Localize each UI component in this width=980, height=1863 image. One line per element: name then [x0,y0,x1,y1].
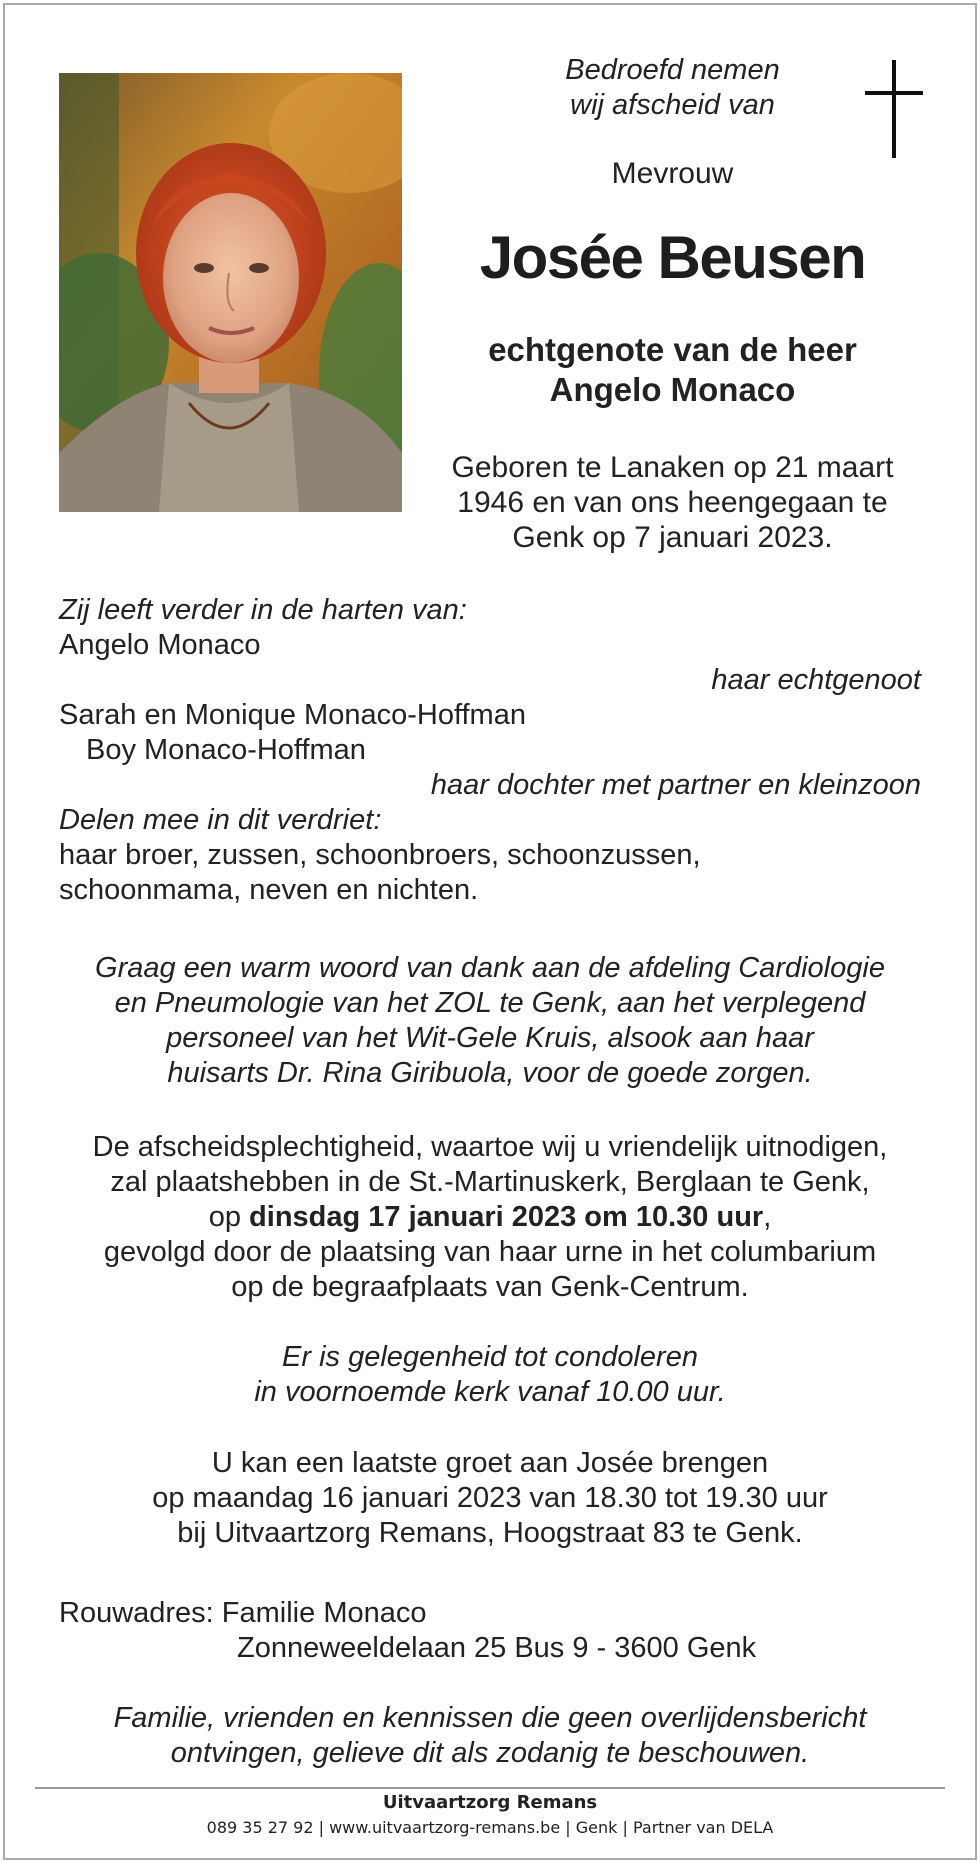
visit-line: U kan een laatste groet aan Josée brengen [211,1447,769,1479]
share-intro: Delen mee in dit verdriet: [59,804,382,836]
intro-line: wij afscheid van [570,89,775,121]
ceremony-line: op de begraafplaats van Genk-Centrum. [231,1271,749,1303]
family-intro: Zij leeft verder in de harten van: [59,594,467,626]
deceased-name: Josée Beusen [479,224,866,291]
condolence-text [40,1340,940,1410]
grandson-name: Boy Monaco-Hoffman [86,734,366,766]
relatives-line: haar broer, zussen, schoonbroers, schoonzussen, [59,839,701,871]
spouse-line: Angelo Monaco [549,371,796,408]
closing-text [40,1701,940,1771]
daughter-role: haar dochter met partner en kleinzoon [430,769,921,801]
birth-line: Geboren te Lanaken op 21 maart [451,451,894,484]
condolence-line: Er is gelegenheid tot condoleren [282,1341,698,1373]
daughter-names: Sarah en Monique Monaco-Hoffman [59,699,526,731]
condolence-line: in voornoemde kerk vanaf 10.00 uur. [254,1376,726,1408]
visit-line: bij Uitvaartzorg Remans, Hoogstraat 83 te Genk. [177,1517,803,1549]
spouse-name: Angelo Monaco [59,629,261,661]
honorific: Mevrouw [611,157,734,190]
relatives-list [59,838,929,908]
footer-company: Uitvaartzorg Remans [382,1792,598,1813]
birth-line: Genk op 7 januari 2023. [512,521,833,554]
relatives-line: schoonmama, neven en nichten. [59,874,479,906]
visit-text [40,1446,940,1551]
ceremony-line: De afscheidsplechtigheid, waartoe wij u vriendelijk uitnodigen, [92,1131,888,1163]
ceremony-text [40,1130,940,1305]
intro-line: Bedroefd nemen [565,54,780,86]
mourning-address-street: Zonneweeldelaan 25 Bus 9 - 3600 Genk [237,1632,757,1664]
thanks-text [40,951,940,1091]
closing-line: Familie, vrienden en kennissen die geen overlijdensbericht [113,1702,867,1734]
ceremony-date-prefix: op [208,1201,250,1233]
thanks-line: personeel van het Wit-Gele Kruis, alsook aan haar [166,1022,814,1054]
birth-death-info [430,450,915,555]
intro-text [440,53,905,123]
spouse-role: haar echtgenoot [711,664,921,696]
thanks-line: en Pneumologie van het ZOL te Genk, aan het verplegend [114,987,866,1019]
birth-line: 1946 en van ons heengegaan te [457,486,888,519]
thanks-line: Graag een warm woord van dank aan de afdeling Cardiologie [95,952,885,984]
mourning-address-label: Rouwadres: Familie Monaco [59,1597,427,1629]
visit-line: op maandag 16 januari 2023 van 18.30 tot 19.30 uur [152,1482,828,1514]
thanks-line: huisarts Dr. Rina Giribuola, voor de goede zorgen. [167,1057,813,1089]
ceremony-line: gevolgd door de plaatsing van haar urne in het columbarium [103,1236,877,1268]
ceremony-date-line [40,1200,940,1235]
ceremony-date: dinsdag 17 januari 2023 om 10.30 uur [249,1201,764,1233]
footer-divider [35,1787,945,1789]
spouse-line: echtgenote van de heer [488,331,857,368]
ceremony-line: zal plaatshebben in de St.-Martinuskerk, Berglaan te Genk, [110,1166,870,1198]
closing-line: ontvingen, gelieve dit als zodanig te beschouwen. [170,1737,810,1769]
portrait-photo [59,73,402,512]
ceremony-date-suffix: , [763,1201,772,1233]
footer-contact: 089 35 27 92 | www.uitvaartzorg-remans.be | Genk | Partner van DELA [206,1818,774,1837]
spouse-info [440,330,905,410]
